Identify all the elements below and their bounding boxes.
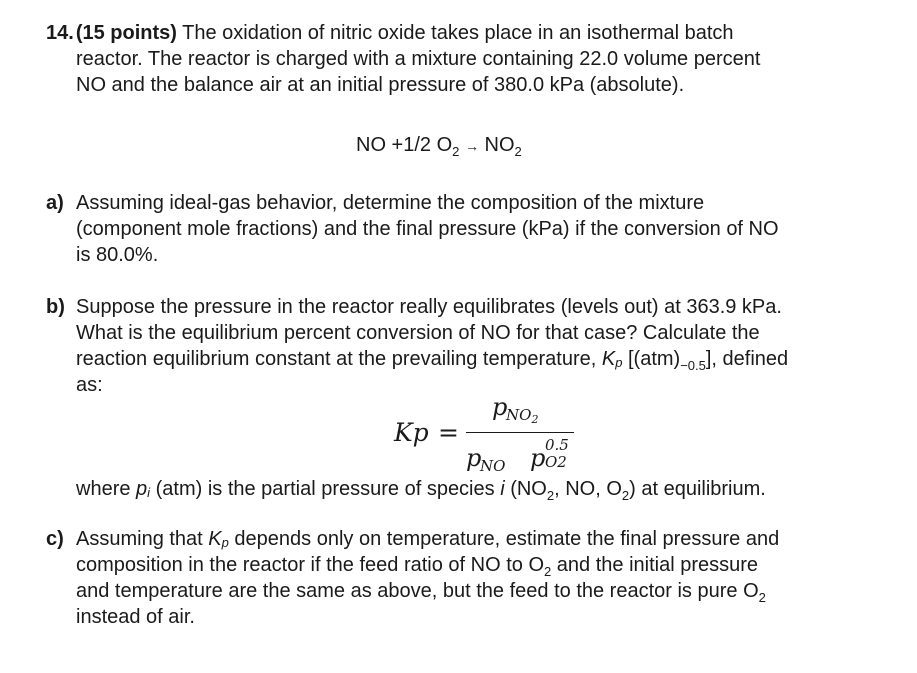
- problem-header: [46, 20, 906, 46]
- denominator-p1: p: [466, 444, 482, 472]
- where-line: where pi (atm) is the partial pressure of species i ($NO_2$, NO, $O_2$) at equilibrium.: [76, 478, 766, 503]
- part-b-label: b): [46, 296, 65, 318]
- part-c-line4: instead of air.: [76, 606, 195, 628]
- problem-number: 14.: [46, 22, 74, 44]
- part-c-line2: composition in the reactor if the feed ratio of NO to $O_2$ and the initial pressure: [76, 554, 759, 579]
- part-b-line3: reaction equilibrium constant at the prevailing temperature, Kp $[(atm)_{-0.5}]$, defined: [76, 348, 789, 373]
- part-b-line2: What is the equilibrium percent conversion of NO for that case? Calculate the: [76, 322, 760, 344]
- problem-intro-line2: reactor. The reactor is charged with a mixture containing 22.0 volume percent: [76, 48, 761, 70]
- part-b-line1: Suppose the pressure in the reactor really equilibrates (levels out) at 363.9 kPa.: [76, 296, 782, 318]
- denominator-exp: 0.5: [545, 436, 569, 454]
- denominator-sub1: NO: [480, 457, 506, 475]
- kp-symbol: K: [601, 348, 616, 370]
- numerator-sub: $NO_2$: [506, 406, 539, 426]
- part-a-label: a): [46, 192, 64, 214]
- part-c-line3: and temperature are the same as above, but the feed to the reactor is pure $O_2$: [76, 580, 766, 605]
- numerator-p: p: [492, 393, 508, 421]
- part-a-line2: (component mole fractions) and the final pressure (kPa) if the conversion of NO: [76, 218, 779, 240]
- part-a-line1: Assuming ideal-gas behavior, determine the composition of the mixture: [76, 192, 705, 214]
- reaction-arrow: →: [464, 138, 479, 154]
- part-b-line4: as:: [76, 374, 103, 396]
- fraction-bar: [466, 432, 574, 433]
- problem-intro-line1: The oxidation of nitric oxide takes place in an isothermal batch: [182, 22, 734, 44]
- denominator-sub2: O2: [545, 453, 567, 471]
- kp-equation-lhs: Kp: [394, 418, 429, 447]
- part-c-line1: Assuming that Kp depends only on temperature, estimate the final pressure and: [76, 528, 780, 550]
- denominator-p2: p: [530, 444, 546, 472]
- kp-equation-equals: =: [438, 418, 459, 447]
- part-c-label: c): [46, 528, 64, 550]
- problem-intro-line3: NO and the balance air at an initial pressure of 380.0 kPa (absolute).: [76, 74, 685, 96]
- part-a-line3: is 80.0%.: [76, 244, 159, 266]
- problem-points: (15 points): [75, 22, 177, 44]
- reaction-equation: NO +1/2 $O_2 \to NO_2$: [356, 134, 522, 159]
